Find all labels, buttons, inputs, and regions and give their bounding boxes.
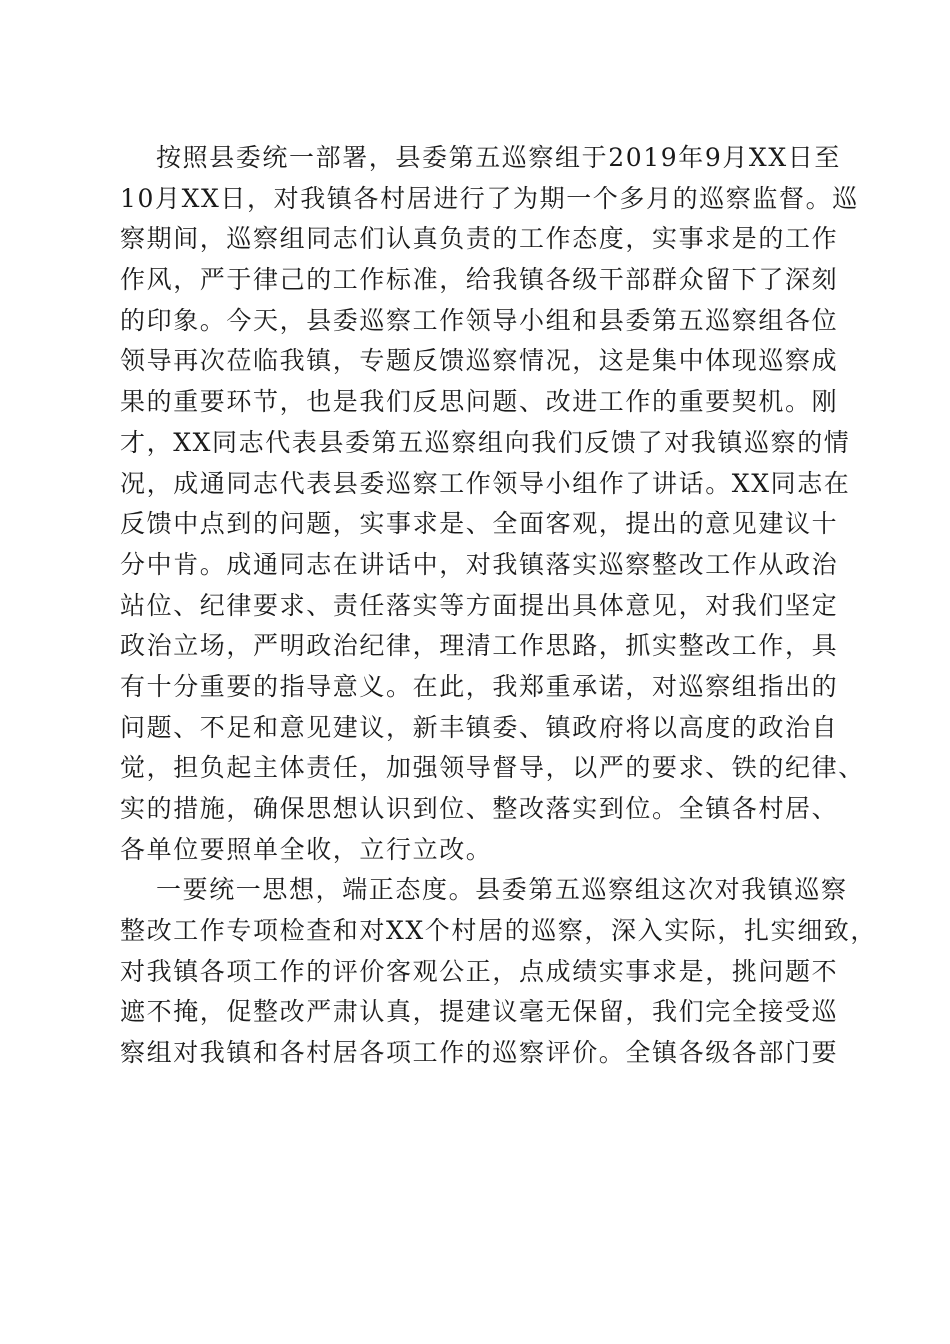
paragraph-2 (120, 870, 877, 1073)
paragraph-line: 况，成通同志代表县委巡察工作领导小组作了讲话。XX同志在 (120, 468, 851, 498)
paragraph-line: 有十分重要的指导意义。在此，我郑重承诺，对巡察组指出的 (120, 671, 839, 701)
paragraph-line: 的印象。今天，县委巡察工作领导小组和县委第五巡察组各位 (120, 305, 839, 335)
paragraph-line: 果的重要环节，也是我们反思问题、改进工作的重要契机。刚 (120, 387, 839, 417)
paragraph-line: 察组对我镇和各村居各项工作的巡察评价。全镇各级各部门要 (120, 1038, 839, 1068)
paragraph-line: 作风，严于律己的工作标准，给我镇各级干部群众留下了深刻 (120, 265, 839, 295)
paragraph-1 (120, 138, 865, 870)
paragraph-line: 实的措施，确保思想认识到位、整改落实到位。全镇各村居、 (120, 794, 839, 823)
paragraph-line: 分中肯。成通同志在讲话中，对我镇落实巡察整改工作从政治 (120, 549, 839, 579)
paragraph-line: 10月XX日，对我镇各村居进行了为期一个多月的巡察监督。巡 (120, 183, 859, 213)
paragraph-line: 问题、不足和意见建议，新丰镇委、镇政府将以高度的政治自 (120, 712, 839, 742)
paragraph-line: 才，XX同志代表县委第五巡察组向我们反馈了对我镇巡察的情 (120, 427, 851, 457)
paragraph-line: 各单位要照单全收，立行立改。 (120, 834, 493, 864)
paragraph-line: 按照县委统一部署，县委第五巡察组于2019年9月XX日至 (156, 143, 841, 172)
paragraph-line: 整改工作专项检查和对XX个村居的巡察，深入实际，扎实细致， (120, 916, 877, 946)
paragraph-line: 领导再次莅临我镇，专题反馈巡察情况，这是集中体现巡察成 (120, 346, 839, 376)
paragraph-line: 察期间，巡察组同志们认真负责的工作态度，实事求是的工作 (120, 224, 839, 254)
paragraph-line: 遮不掩，促整改严肃认真，提建议毫无保留，我们完全接受巡 (120, 997, 839, 1027)
paragraph-line: 觉，担负起主体责任，加强领导督导，以严的要求、铁的纪律、 (120, 753, 865, 783)
document-body (120, 138, 877, 1074)
paragraph-line: 对我镇各项工作的评价客观公正，点成绩实事求是，挑问题不 (120, 956, 839, 986)
paragraph-line: 反馈中点到的问题，实事求是、全面客观，提出的意见建议十 (120, 509, 839, 539)
paragraph-line: 一要统一思想，端正态度。县委第五巡察组这次对我镇巡察 (156, 875, 848, 905)
paragraph-line: 站位、纪律要求、责任落实等方面提出具体意见，对我们坚定 (120, 590, 839, 620)
paragraph-line: 政治立场，严明政治纪律，理清工作思路，抓实整改工作，具 (120, 631, 839, 661)
